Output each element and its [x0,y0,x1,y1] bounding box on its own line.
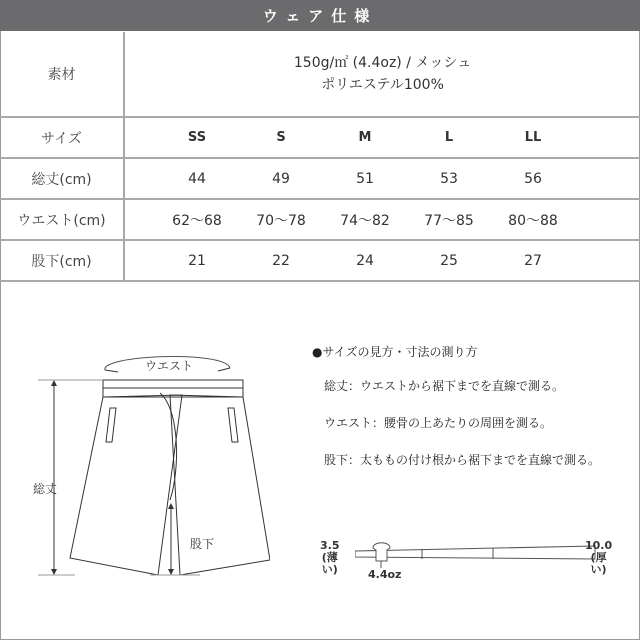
material-label: 素材 [0,32,124,117]
size-cell: SS [187,130,207,145]
length-cell: 44 [188,170,206,187]
size-cell: S [276,130,286,145]
notes-title: ●サイズの見方・寸法の測り方 [312,345,478,359]
waist-cell: 74〜82 [340,212,390,229]
length-cell: 49 [272,170,290,187]
inseam-label: 股下(cm) [0,240,124,281]
size-cell: LL [524,130,542,145]
header-title: ウェア仕様 [262,7,378,25]
waist-row [0,199,640,240]
scale-max-label: (厚い) [590,551,607,576]
length-diagram-label: 総丈 [33,482,58,496]
waist-cell: 62〜68 [172,212,222,229]
length-label: 総丈(cm) [0,158,124,199]
inseam-cell: 22 [272,252,290,269]
scale-marker-value: 4.4oz [368,568,402,581]
note-length: 総丈：ウエストから裾下までを直線で測る。 [324,379,565,393]
measurement-notes [312,343,600,488]
note-waist: ウエスト：腰骨の上あたりの周囲を測る。 [324,416,553,430]
waist-cell: 80〜88 [508,212,558,229]
material-fiber: ポリエステル100% [321,77,444,93]
length-cell: 51 [356,170,374,187]
waist-cell: 70〜78 [256,212,306,229]
waist-diagram-label: ウエスト [145,359,194,373]
inseam-cell: 21 [188,252,206,269]
inseam-diagram-label: 股下 [190,537,215,551]
waist-cell: 77〜85 [424,212,474,229]
size-cell: M [358,130,372,145]
length-cell: 53 [440,170,458,187]
size-row [0,117,640,158]
material-weight: 150g/㎡ (4.4oz) / メッシュ [293,55,472,71]
note-inseam: 股下：太ももの付け根から裾下までを直線で測る。 [324,453,601,467]
spec-table [0,32,640,282]
length-cell: 56 [524,170,542,187]
waist-label: ウエスト(cm) [0,199,124,240]
shorts-diagram [30,350,270,584]
inseam-cell: 27 [524,252,542,269]
material-row [0,32,640,117]
inseam-cell: 24 [356,252,374,269]
scale-min-value: 3.5 [320,539,340,552]
inseam-row [0,240,640,281]
size-label: サイズ [0,117,124,158]
inseam-cell: 25 [440,252,458,269]
shorts-outline-icon [30,350,270,580]
material-value [124,32,640,117]
page-header [0,0,640,31]
scale-min-label: (薄い) [321,551,338,576]
length-row [0,158,640,199]
size-cell: L [444,130,454,145]
scale-max-value: 10.0 [585,539,613,552]
